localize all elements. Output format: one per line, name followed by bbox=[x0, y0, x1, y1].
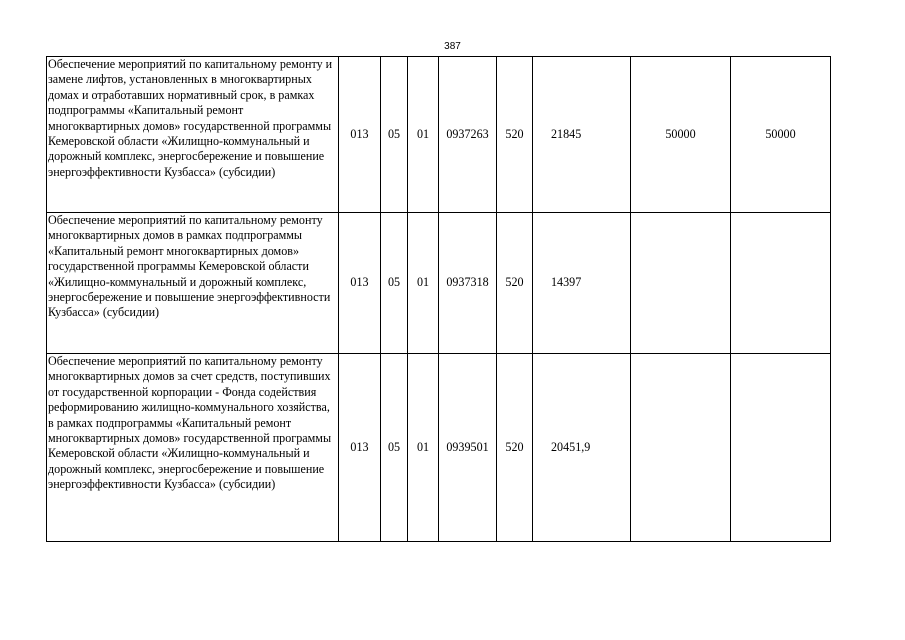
section-code: 05 bbox=[381, 213, 408, 354]
amount-year1: 20451,9 bbox=[533, 354, 631, 542]
amount-year2: 50000 bbox=[631, 57, 731, 213]
subsection-code: 01 bbox=[408, 57, 439, 213]
page-number: 387 bbox=[444, 41, 461, 52]
target-article-code: 0939501 bbox=[439, 354, 497, 542]
amount-year3: 50000 bbox=[731, 57, 831, 213]
table-row bbox=[47, 213, 831, 354]
amount-year2 bbox=[631, 354, 731, 542]
target-article-code: 0937318 bbox=[439, 213, 497, 354]
budget-table bbox=[46, 56, 831, 542]
target-article-code: 0937263 bbox=[439, 57, 497, 213]
ministry-code: 013 bbox=[339, 354, 381, 542]
section-code: 05 bbox=[381, 57, 408, 213]
ministry-code: 013 bbox=[339, 57, 381, 213]
subsection-code: 01 bbox=[408, 354, 439, 542]
section-code: 05 bbox=[381, 354, 408, 542]
expense-type-code: 520 bbox=[497, 57, 533, 213]
ministry-code: 013 bbox=[339, 213, 381, 354]
amount-year3 bbox=[731, 354, 831, 542]
expense-type-code: 520 bbox=[497, 213, 533, 354]
amount-year3 bbox=[731, 213, 831, 354]
subsection-code: 01 bbox=[408, 213, 439, 354]
expense-type-code: 520 bbox=[497, 354, 533, 542]
row-description: Обеспечение мероприятий по капитальному ремонту многоквартирных домов за счет средств, поступивших от государственной корпорации - Фонда содействия реформированию жилищно-коммунального хозяйства, в рамках подпрограммы «Капитальный ремонт многоквартирных домов» государственной программы Кемеровской области «Жилищно-коммунальный и дорожный комплекс, энергосбережение и повышение энергоэффективности Кузбасса» (субсидии) bbox=[47, 354, 339, 542]
amount-year2 bbox=[631, 213, 731, 354]
row-description: Обеспечение мероприятий по капитальному ремонту и замене лифтов, установленных в многоквартирных домах и отработавших нормативный срок, в рамках подпрограммы «Капитальный ремонт многоквартирных домов» государственной программы Кемеровской области «Жилищно-коммунальный и дорожный комплекс, энергосбережение и повышение энергоэффективности Кузбасса» (субсидии) bbox=[47, 57, 339, 213]
table-row bbox=[47, 354, 831, 542]
row-description: Обеспечение мероприятий по капитальному ремонту многоквартирных домов в рамках подпрограммы «Капитальный ремонт многоквартирных домов» государственной программы Кемеровской области «Жилищно-коммунальный и дорожный комплекс, энергосбережение и повышение энергоэффективности Кузбасса» (субсидии) bbox=[47, 213, 339, 354]
table-row bbox=[47, 57, 831, 213]
amount-year1: 14397 bbox=[533, 213, 631, 354]
amount-year1: 21845 bbox=[533, 57, 631, 213]
